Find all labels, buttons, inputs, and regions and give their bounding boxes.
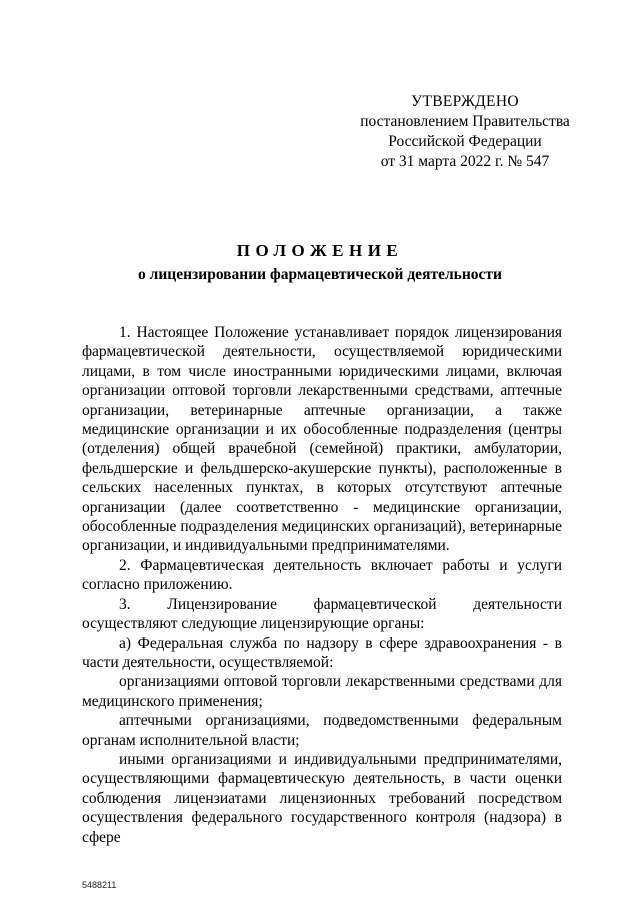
approval-heading: УТВЕРЖДЕНО bbox=[411, 93, 519, 110]
approval-line-federation: Российской Федерации bbox=[388, 133, 542, 150]
paragraph-3: 3. Лицензирование фармацевтической деятельности осуществляют следующие лицензирующие органы: bbox=[82, 595, 562, 633]
approval-line-date: от 31 марта 2022 г. № 547 bbox=[380, 153, 550, 170]
paragraph-item-pharmacies: аптечными организациями, подведомственными федеральным органам исполнительной власти; bbox=[82, 712, 562, 749]
approval-block bbox=[340, 92, 590, 172]
paragraph-3a: а) Федеральная служба по надзору в сфере здравоохранения - в части деятельности, осуществляемой: bbox=[82, 634, 562, 671]
approval-line-resolution: постановлением Правительства bbox=[360, 113, 570, 130]
document-title: ПОЛОЖЕНИЕ bbox=[236, 241, 404, 260]
document-code: 5488211 bbox=[82, 880, 117, 890]
paragraph-2: 2. Фармацевтическая деятельность включает работы и услуги согласно приложению. bbox=[82, 556, 562, 594]
document-subtitle: о лицензировании фармацевтической деятельности bbox=[138, 266, 502, 283]
paragraph-item-other: иными организациями и индивидуальными предпринимателями, осуществляющими фармацевтическую деятельность, в части оценки соблюдения лицензиатами лицензионных требований посредством осуществления федерального государственного контроля (надзора) в сфере bbox=[82, 750, 562, 846]
document-body bbox=[82, 323, 562, 847]
paragraph-1: 1. Настоящее Положение устанавливает порядок лицензирования фармацевтической деятельности, осуществляемой юридическими лицами, в том числе иностранными юридическими лицами, включая организации оптовой торговли лекарственными средствами, аптечные организации, ветеринарные аптечные организации, а также медицинские организации и их обособленные подразделения (центры (отделения) общей врачебной (семейной) практики, амбулатории, фельдшерские и фельдшерско-акушерские пункты), расположенные в сельских населенных пунктах, в которых отсутствуют аптечные организации (далее соответственно - медицинские организации, обособленные подразделения медицинских организаций), ветеринарные организации, и индивидуальными предпринимателями. bbox=[82, 324, 562, 555]
paragraph-item-wholesale: организациями оптовой торговли лекарственными средствами для медицинского применения; bbox=[82, 673, 562, 710]
